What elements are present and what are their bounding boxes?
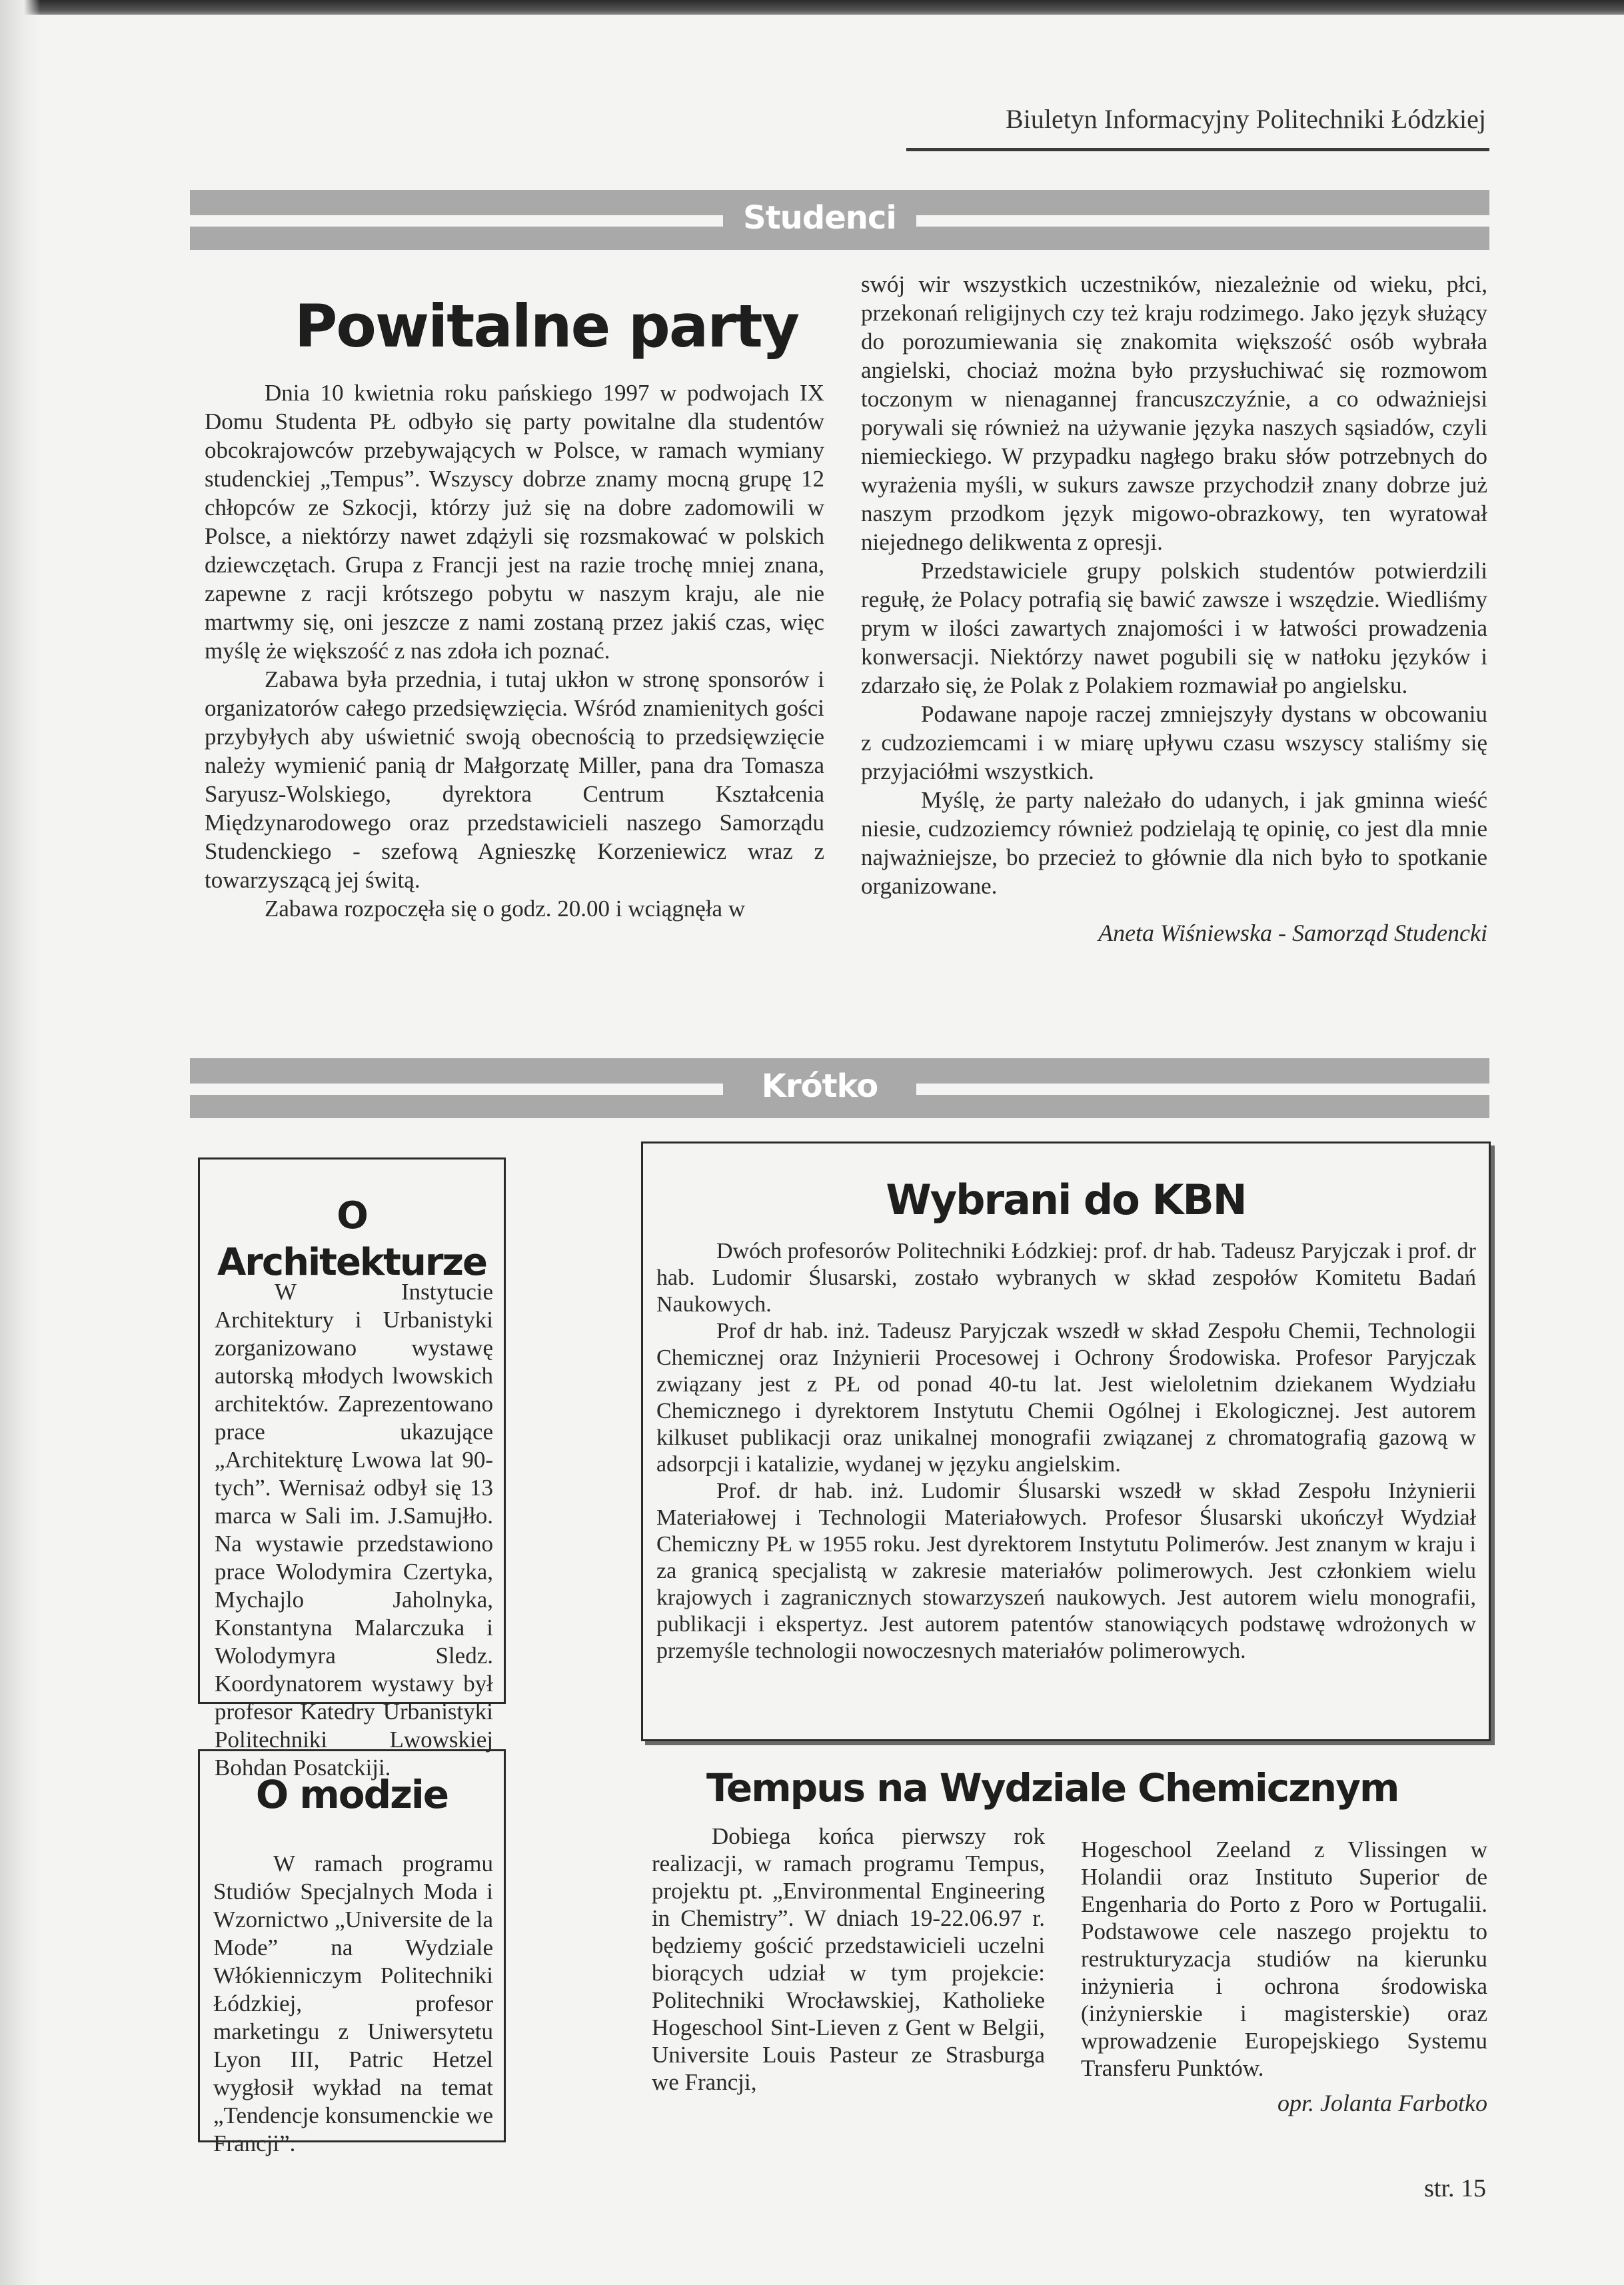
running-title: Biuletyn Informacyjny Politechniki Łódzkiej <box>1006 104 1486 134</box>
article-title-tempus: Tempus na Wydziale Chemicznym <box>706 1765 1399 1811</box>
paragraph: W ramach programu Studiów Specjalnych Moda i Wzornictwo „Universite de la Mode” na Wydziale Włókienniczym Politechniki Łódzkiej, profesor marketingu z Uniwersytetu Lyon III, Patric Hetzel wygłosił wykład na temat „Tendencje konsumenckie we Francji”. <box>213 1851 493 2156</box>
page-number: str. 15 <box>1424 2174 1486 2202</box>
paragraph: Myślę, że party należało do udanych, i jak gminna wieść niesie, cudzoziemcy również podzielają tę opinię, co jest dla mnie najważniejsze, bo przecież to głównie dla nich było to spotkanie organizowane. <box>861 787 1487 899</box>
paragraph: Zabawa była przednia, i tutaj ukłon w stronę sponsorów i organizatorów całego przedsięwzięcia. Wśród znamienitych gości przybyłych aby uświetnić swoją obecnością to przedsięwzięcie należy wymienić panią dr Małgorzatę Miller, pana dra Tomasza Saryusz-Wolskiego, dyrektora Centrum Kształcenia Międzynarodowego oraz przedstawicieli naszego Samorządu Studenckiego - szefową Agnieszkę Korzeniewicz wraz z towarzyszącą jej świtą. <box>205 666 824 893</box>
paragraph: Przedstawiciele grupy polskich studentów potwierdzili regułę, że Polacy potrafią się bawić zawsze i wszędzie. Wiedliśmy prym w ilości zawartych znajomości i w łatwości prowadzenia konwersacji. Niektórzy nawet pogubili się w natłoku języków i zdarzało się, że Polak z Polakiem rozmawiał po angielsku. <box>861 558 1487 698</box>
band-stripe-left <box>190 1084 723 1095</box>
article-tempus-column-left <box>652 1823 1045 2096</box>
band-stripe-right <box>916 1084 1489 1095</box>
scan-edge-left <box>0 0 40 2285</box>
paragraph: Dobiega końca pierwszy rok realizacji, w ramach programu Tempus, projektu pt. „Environmental Engineering in Chemistry”. W dniach 19-22.06.97 r. będziemy gościć przedstawicieli uczelni biorących udział w tym projekcie: Politechniki Wrocławskiej, Katholieke Hogeschool Sint-Lieven z Gent w Belgii, Universite Louis Pasteur ze Strasburga we Francji, <box>652 1823 1045 2095</box>
box-moda <box>198 1749 506 2156</box>
paragraph: Dnia 10 kwietnia roku pańskiego 1997 w podwojach IX Domu Studenta PŁ odbyło się party powitalne dla studentów obcokrajowców przebywających w Polsce, w ramach wymiany studenckiej „Tempus”. Wszyscy dobrze znamy mocną grupę 12 chłopców ze Szkocji, którzy już się na dobre zadomowili w Polsce, a niektórzy nawet zdążyli się rozsmakować w polskich dziewczętach. Grupa z Francji jest na razie trochę mniej znana, zapewne z racji krótszego pobytu w naszym kraju, ale nie martwmy się, oni jeszcze z nami zostaną przez jakiś czas, więc myślę że większość z nas zdoła ich poznać. <box>205 380 824 664</box>
article-party-column-left <box>205 379 824 923</box>
paragraph: Podawane napoje raczej zmniejszyły dystans w obcowaniu z cudzoziemcami i w miarę upływu czasu wszyscy staliśmy się przyjaciółmi wszystkich. <box>861 701 1487 784</box>
paragraph: Prof. dr hab. inż. Ludomir Ślusarski wszedł w skład Zespołu Inżynierii Materiałowej i Technologii Materiałowych. Profesor Ślusarski ukończył Wydział Chemiczny PŁ w 1955 roku. Jest dyrektorem Instytutu Polimerów. Jest znanym w kraju i za granicą specjalistą w zakresie materiałów polimerowych. Jest członkiem wielu krajowych i zagranicznych stowarzyszeń naukowych. Jest autorem wielu monografii, publikacji i ekspertyz. Jest autorem patentów stanowiących podstawę wdrożonych w przemyśle technologii nowoczesnych materiałów polimerowych. <box>656 1479 1476 1663</box>
header-rule <box>906 148 1489 151</box>
band-stripe-left <box>190 215 723 227</box>
paragraph: W Instytucie Architektury i Urbanistyki zorganizowano wystawę autorską młodych lwowskich architektów. Zaprezentowano prace ukazujące „Architekturę Lwowa lat 90-tych”. Wernisaż odbył się 13 marca w Sali im. J.Samujłło. Na wystawie przedstawiono prace Wolodymira Czertyka, Mychajlo Jaholnyka, Konstantyna Malarczuka i Wolodymyra Sledz. Koordynatorem wystawy był profesor Katedry Urbanistyki Politechniki Lwowskiej Bohdan Posatckiji. <box>215 1279 493 1781</box>
article-title-party: Powitalne party <box>294 292 799 361</box>
box-title: O Architekturze <box>217 1194 487 1284</box>
paragraph: Zabawa rozpoczęła się o godz. 20.00 i wciągnęła w <box>265 896 746 922</box>
box-title: Wybrani do KBN <box>886 1175 1246 1224</box>
section-band-studenci <box>190 190 1489 250</box>
paragraph: Prof dr hab. inż. Tadeusz Paryjczak wszedł w skład Zespołu Chemii, Technologii Chemicznej oraz Inżynierii Procesowej i Ochrony Środowiska. Profesor Paryjczak związany jest z PŁ od ponad 40-tu lat. Jest wieloletnim dziekanem Wydziału Chemicznego i dyrektorem Instytutu Chemii Ogólnej i Ekologicznej. Jest autorem kilkuset publikacji oraz unikalnej monografii związanej z chromatografią gazową w adsorpcji i katalizie, wydanej w języku angielskim. <box>656 1319 1476 1477</box>
box-kbn <box>641 1142 1491 1741</box>
box-title: O modzie <box>255 1772 448 1817</box>
article-tempus-column-right <box>1081 1836 1487 2117</box>
paragraph: swój wir wszystkich uczestników, niezależnie od wieku, płci, przekonań religijnych czy też kraju rodzimego. Jako język służący do porozumiewania się znakomita większość osób wybrała angielski, chociaż można było przysłuchiwać się rozmowom toczonym w nienagannej francuszczyźnie, a co odważniejsi porywali się również na używanie języka naszych sąsiadów, czyli niemieckiego. W przypadku nagłego braku słów potrzebnych do wyrażenia myśli, w sukurs zawsze przychodził znany dobrze już naszym przodkom język migowo-obrazkowy, ten wyratował niejednego delikwenta z opresji. <box>861 271 1487 555</box>
article-author: opr. Jolanta Farbotko <box>1277 2090 1487 2116</box>
section-label: Studenci <box>743 199 896 237</box>
section-label: Krótko <box>761 1068 878 1105</box>
article-party-column-right <box>861 270 1487 948</box>
section-band-krotko <box>190 1058 1489 1118</box>
box-architektura <box>198 1157 506 1781</box>
scan-edge-top <box>0 0 1624 15</box>
paragraph: Hogeschool Zeeland z Vlissingen w Holandii oraz Instituto Superior de Engenharia do Porto z Poro w Portugalii. Podstawowe cele naszego projektu to restrukturyzacja studiów na kierunku inżynieria i ochrona środowiska (inżynierskie i magisterskie) oraz wprowadzenie Europejskiego Systemu Transferu Punktów. <box>1081 1837 1487 2081</box>
band-stripe-right <box>916 215 1489 227</box>
box-body <box>656 1238 1476 1665</box>
box-body <box>213 1850 493 2158</box>
paragraph: Dwóch profesorów Politechniki Łódzkiej: prof. dr hab. Tadeusz Paryjczak i prof. dr hab. Ludomir Ślusarski, zostało wybranych w skład zespołów Komitetu Badań Naukowych. <box>656 1239 1476 1317</box>
article-author: Aneta Wiśniewska - Samorząd Studencki <box>1098 920 1487 946</box>
box-body <box>215 1278 493 1782</box>
